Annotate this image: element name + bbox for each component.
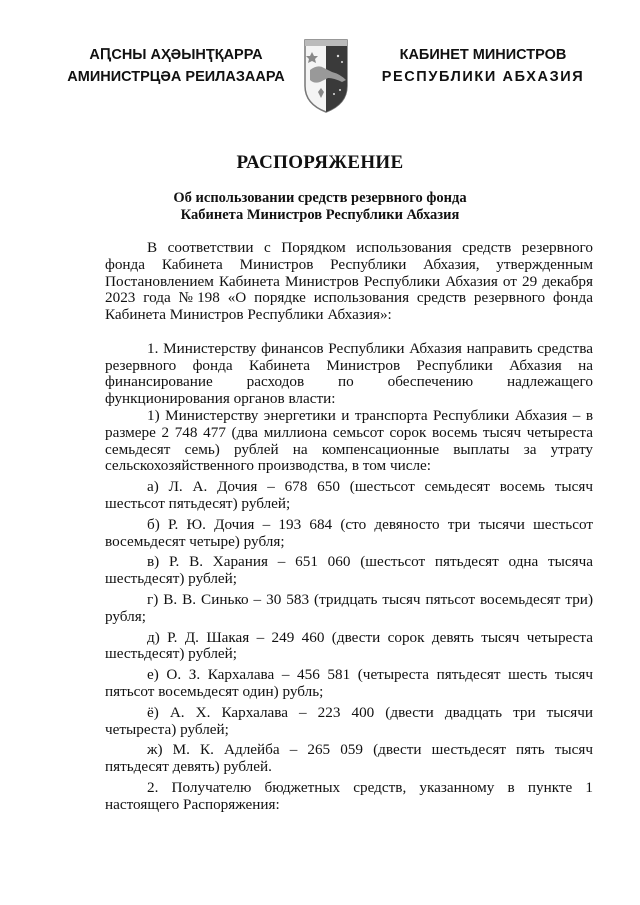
list-item: ё) А. Х. Кархалава – 223 400 (двести двадцать три тысячи четыреста) рублей; (105, 703, 593, 738)
list-item: б) Р. Ю. Дочия – 193 684 (сто девяносто три тысячи шестьсот восемьдесят четыре) рубля; (105, 515, 593, 550)
list-item: ж) М. К. Адлейба – 265 059 (двести шестьдесят пять тысяч пятьдесят девять) рублей. (105, 741, 593, 776)
coat-of-arms-icon (302, 36, 350, 114)
list-item: е) О. З. Кархалава – 456 581 (четыреста пятьдесят шесть тысяч пятьсот восемьдесят один) рубль; (105, 666, 593, 700)
subpoint-1-paragraph: 1) Министерству энергетики и транспорта Республики Абхазия – в размере 2 748 477 (два миллиона семьсот сорок восемь тысяч четыреста семьдесят семь) рублей на компенсационные выплаты за утрату сельскохозяйственного производства, в том числе: (105, 406, 593, 475)
header-left-line2: АМИНИСТРЦӘА РЕИЛАЗААРА (67, 69, 285, 85)
header-right-russian (378, 44, 588, 88)
list-item: а) Л. А. Дочия – 678 650 (шестьсот семьдесят восемь тысяч шестьсот пятьдесят) рублей; (105, 478, 593, 512)
document-body (105, 240, 593, 814)
preamble-paragraph: В соответствии с Порядком использования средств резервного фонда Кабинета Министров Республики Абхазия, утвержденным Постановлением Кабинета Министров Республики Абхазия от 29 декабря 2023 года №198 «О порядке использования средств резервного фонда Кабинета Министров Республики Абхазия»: (105, 239, 593, 324)
header-left-abkhaz (62, 44, 290, 88)
subtitle-line2: Кабинета Министров Республики Абхазия (180, 207, 460, 223)
point-1-paragraph: 1. Министерству финансов Республики Абхазия направить средства резервного фонда Кабинета Министров Республики Абхазия на финансирование расходов по обеспечению надлежащего функционирования органов власти: (105, 339, 593, 408)
header-right-line2: РЕСПУБЛИКИ АБХАЗИЯ (381, 69, 585, 85)
header-left-line1: АԤСНЫ АҲӘЫНҬҚАРРА (89, 47, 263, 63)
point-2-paragraph: 2. Получателю бюджетных средств, указанному в пункте 1 настоящего Распоряжения: (105, 778, 593, 813)
list-item: д) Р. Д. Шакая – 249 460 (двести сорок девять тысяч четыреста шестьдесят) рублей; (105, 628, 593, 663)
header-right-line1: КАБИНЕТ МИНИСТРОВ (399, 47, 567, 63)
subtitle-line1: Об использовании средств резервного фонда (173, 190, 467, 206)
list-item: г) В. В. Синько – 30 583 (тридцать тысяч пятьсот восемьдесят три) рубля; (105, 590, 593, 625)
document-subtitle (0, 190, 640, 224)
document-title: РАСПОРЯЖЕНИЕ (236, 152, 404, 173)
list-item: в) Р. В. Харания – 651 060 (шестьсот пятьдесят одна тысяча шестьдесят) рублей; (105, 553, 593, 588)
